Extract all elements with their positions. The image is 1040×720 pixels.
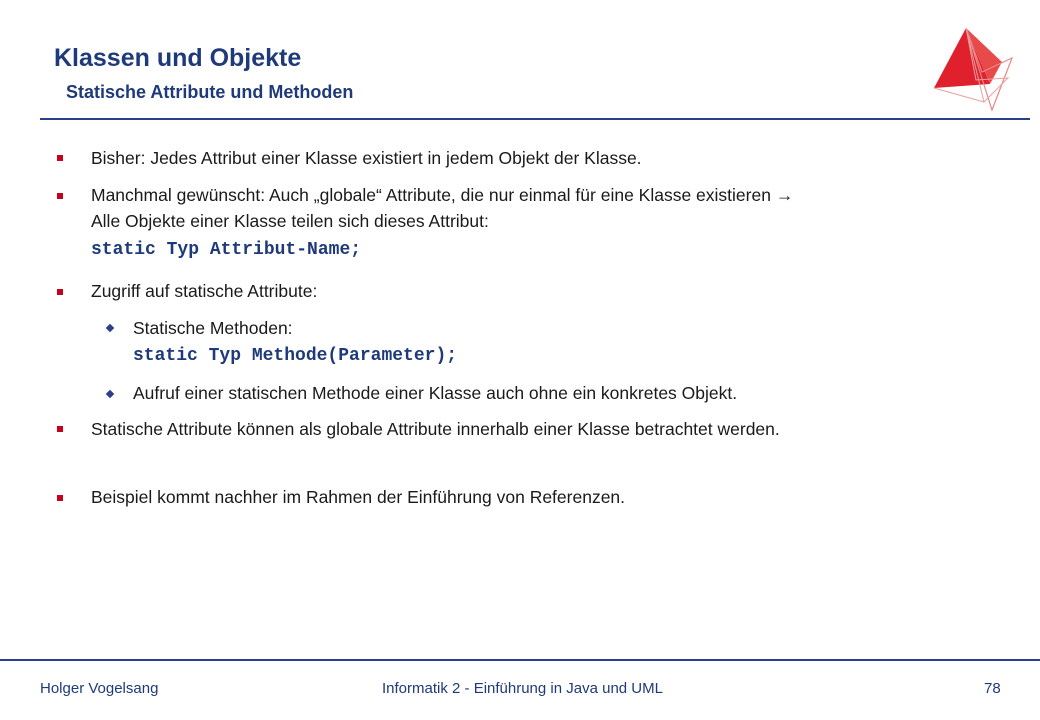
bullet-4: Statische Attribute können als globale Attribute innerhalb einer Klasse betrachtet werden.	[91, 419, 780, 439]
sub-bullet-2: Aufruf einer statischen Methode einer Klasse auch ohne ein konkretes Objekt.	[133, 383, 738, 403]
bullet-2-text: Manchmal gewünscht: Auch „globale“ Attribute, die nur einmal für eine Klasse existieren	[91, 185, 771, 205]
bullet-marker	[57, 495, 63, 501]
arrow-right-icon: →	[775, 185, 794, 205]
sub-bullet-marker	[106, 324, 114, 332]
bullet-3: Zugriff auf statische Attribute:	[91, 281, 318, 301]
bullet-2-line-1	[91, 182, 793, 208]
code-static-method: static Typ Methode(Parameter);	[133, 346, 458, 366]
footer-page-number: 78	[984, 680, 1001, 697]
footer-author: Holger Vogelsang	[40, 680, 159, 697]
slide-subtitle: Statische Attribute und Methoden	[66, 82, 354, 102]
footer-course: Informatik 2 - Einführung in Java und UML	[382, 680, 663, 697]
footer-divider	[0, 659, 1040, 661]
bullet-2-line-2: Alle Objekte einer Klasse teilen sich dieses Attribut:	[91, 211, 489, 231]
bullet-1: Bisher: Jedes Attribut einer Klasse existiert in jedem Objekt der Klasse.	[91, 148, 642, 168]
bullet-marker	[57, 193, 63, 199]
slide-title: Klassen und Objekte	[54, 44, 302, 72]
bullet-marker	[57, 155, 63, 161]
sub-bullet-1: Statische Methoden:	[133, 318, 293, 338]
bullet-5: Beispiel kommt nachher im Rahmen der Einführung von Referenzen.	[91, 487, 626, 507]
code-static-attribute: static Typ Attribut-Name;	[91, 240, 362, 260]
sub-bullet-marker	[106, 390, 114, 398]
bullet-marker	[57, 289, 63, 295]
bullet-marker	[57, 426, 63, 432]
